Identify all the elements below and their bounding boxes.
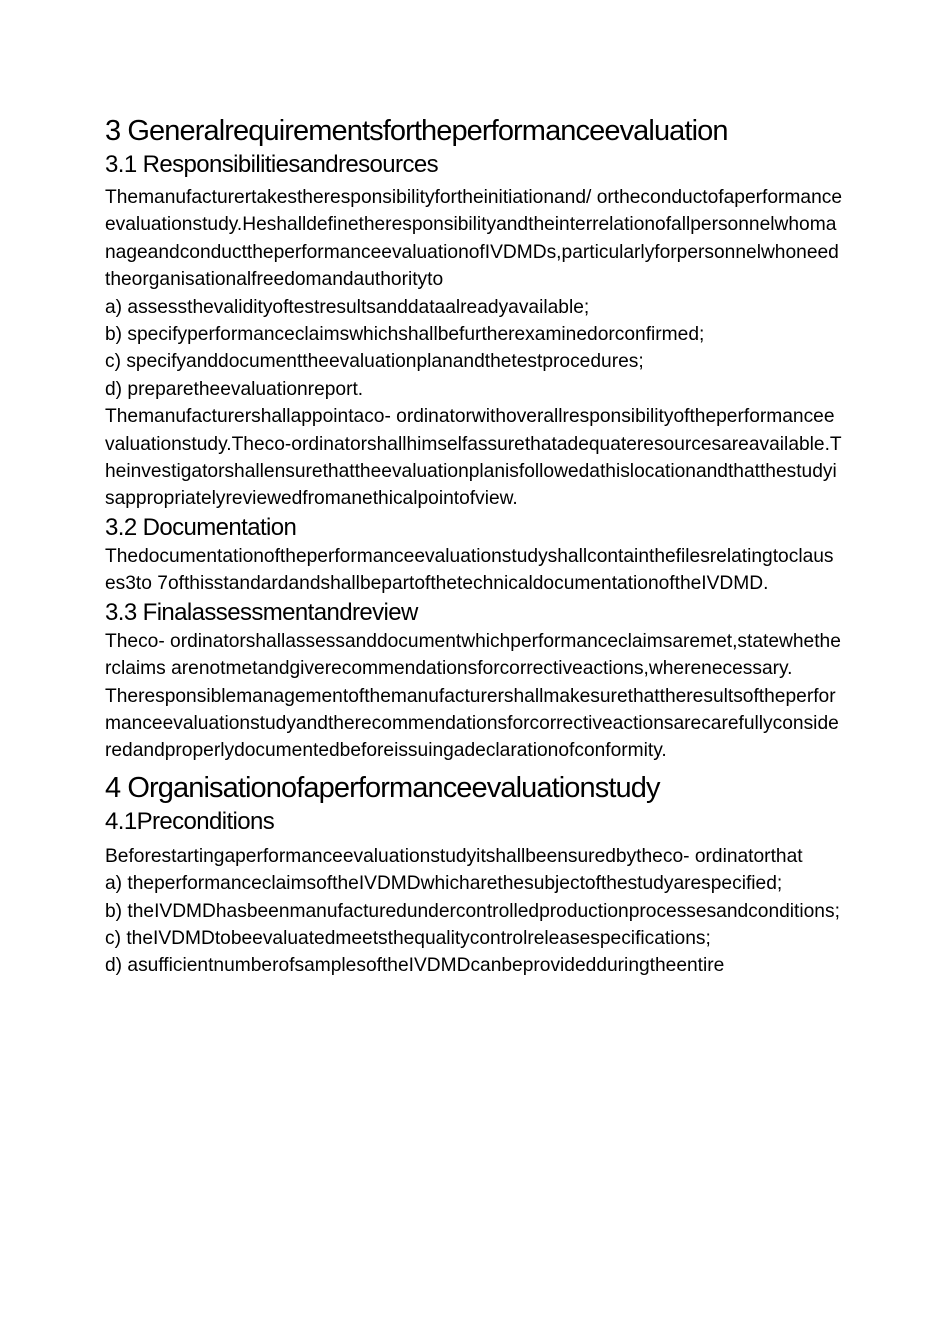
section-4-1-intro: Beforestartingaperformanceevaluationstudyitshallbeensuredbytheco- ordinatorthat — [105, 845, 803, 867]
section-4-heading: 4 Organisationofaperformanceevaluationstudy — [105, 771, 660, 804]
list-item: d) preparetheevaluationreport. — [105, 378, 364, 400]
list-item: b) specifyperformanceclaimswhichshallbefurtherexaminedorconfirmed; — [105, 324, 705, 346]
section-3-1-coordinator-paragraph: Themanufacturershallappointaco- ordinatorwithoverallresponsibilityoftheperformanceevaluationstudy.Theco-ordinatorshallhimselfassurethatadequateresourcesareavailable.Theinvestigatorshallensurethattheevaluationplanisfollowedathislocationandthatthestudyisappropriatelyreviewedfromanethicalpointofview. — [105, 406, 842, 510]
section-3-3-body-2: Theresponsiblemanagementofthemanufacturershallmakesurethattheresultsoftheperformanceevaluationstudyandtherecommendationsforcorrectiveactionsarecarefullyconsideredandproperlydocumentedbeforeissuingadeclarationofconformity. — [105, 685, 839, 762]
section-3-2-heading: 3.2 Documentation — [105, 513, 297, 541]
list-item: a) assessthevalidityoftestresultsanddataalreadyavailable; — [105, 296, 590, 318]
list-item: d) asufficientnumberofsamplesoftheIVDMDcanbeprovidedduringtheentire — [105, 955, 725, 977]
section-4-1-heading: 4.1Preconditions — [105, 807, 275, 835]
section-3-1-heading: 3.1 Responsibilitiesandresources — [105, 151, 438, 178]
section-3-3-body-1: Theco- ordinatorshallassessanddocumentwhichperformanceclaimsaremet,statewhetherclaims arenotmetandgiverecommendationsforcorrectiveactions,wherenecessary. — [105, 630, 841, 680]
list-item: b) theIVDMDhasbeenmanufacturedundercontrolledproductionprocessesandconditions; — [105, 900, 840, 922]
section-3-1-intro: Themanufacturertakestheresponsibilityfortheinitiationand/ ortheconductofaperformanceevaluationstudy.HeshalldefinetheresponsibilityandtheinterrelationofallpersonnelwhomanageandconducttheperformanceevaluationofIVDMDs,particularlyforpersonnelwhoneedtheorganisationalfreedomandauthorityto — [105, 187, 843, 291]
section-3-3-heading: 3.3 Finalassessmentandreview — [105, 598, 418, 626]
section-3-2-body: Thedocumentationoftheperformanceevaluationstudyshallcontainthefilesrelatingtoclauses3to 7ofthisstandardandshallbepartofthetechnicaldocumentationoftheIVDMD. — [105, 545, 834, 595]
section-3-heading: 3 Generalrequirementsfortheperformanceevaluation — [105, 115, 728, 147]
list-item: c) specifyanddocumenttheevaluationplanandthetestprocedures; — [105, 351, 644, 373]
list-item: a) theperformanceclaimsoftheIVDMDwhicharethesubjectofthestudyarespecified; — [105, 873, 783, 895]
list-item: c) theIVDMDtobeevaluatedmeetsthequalitycontrolreleasespecifications; — [105, 927, 711, 949]
document-page — [105, 112, 843, 980]
